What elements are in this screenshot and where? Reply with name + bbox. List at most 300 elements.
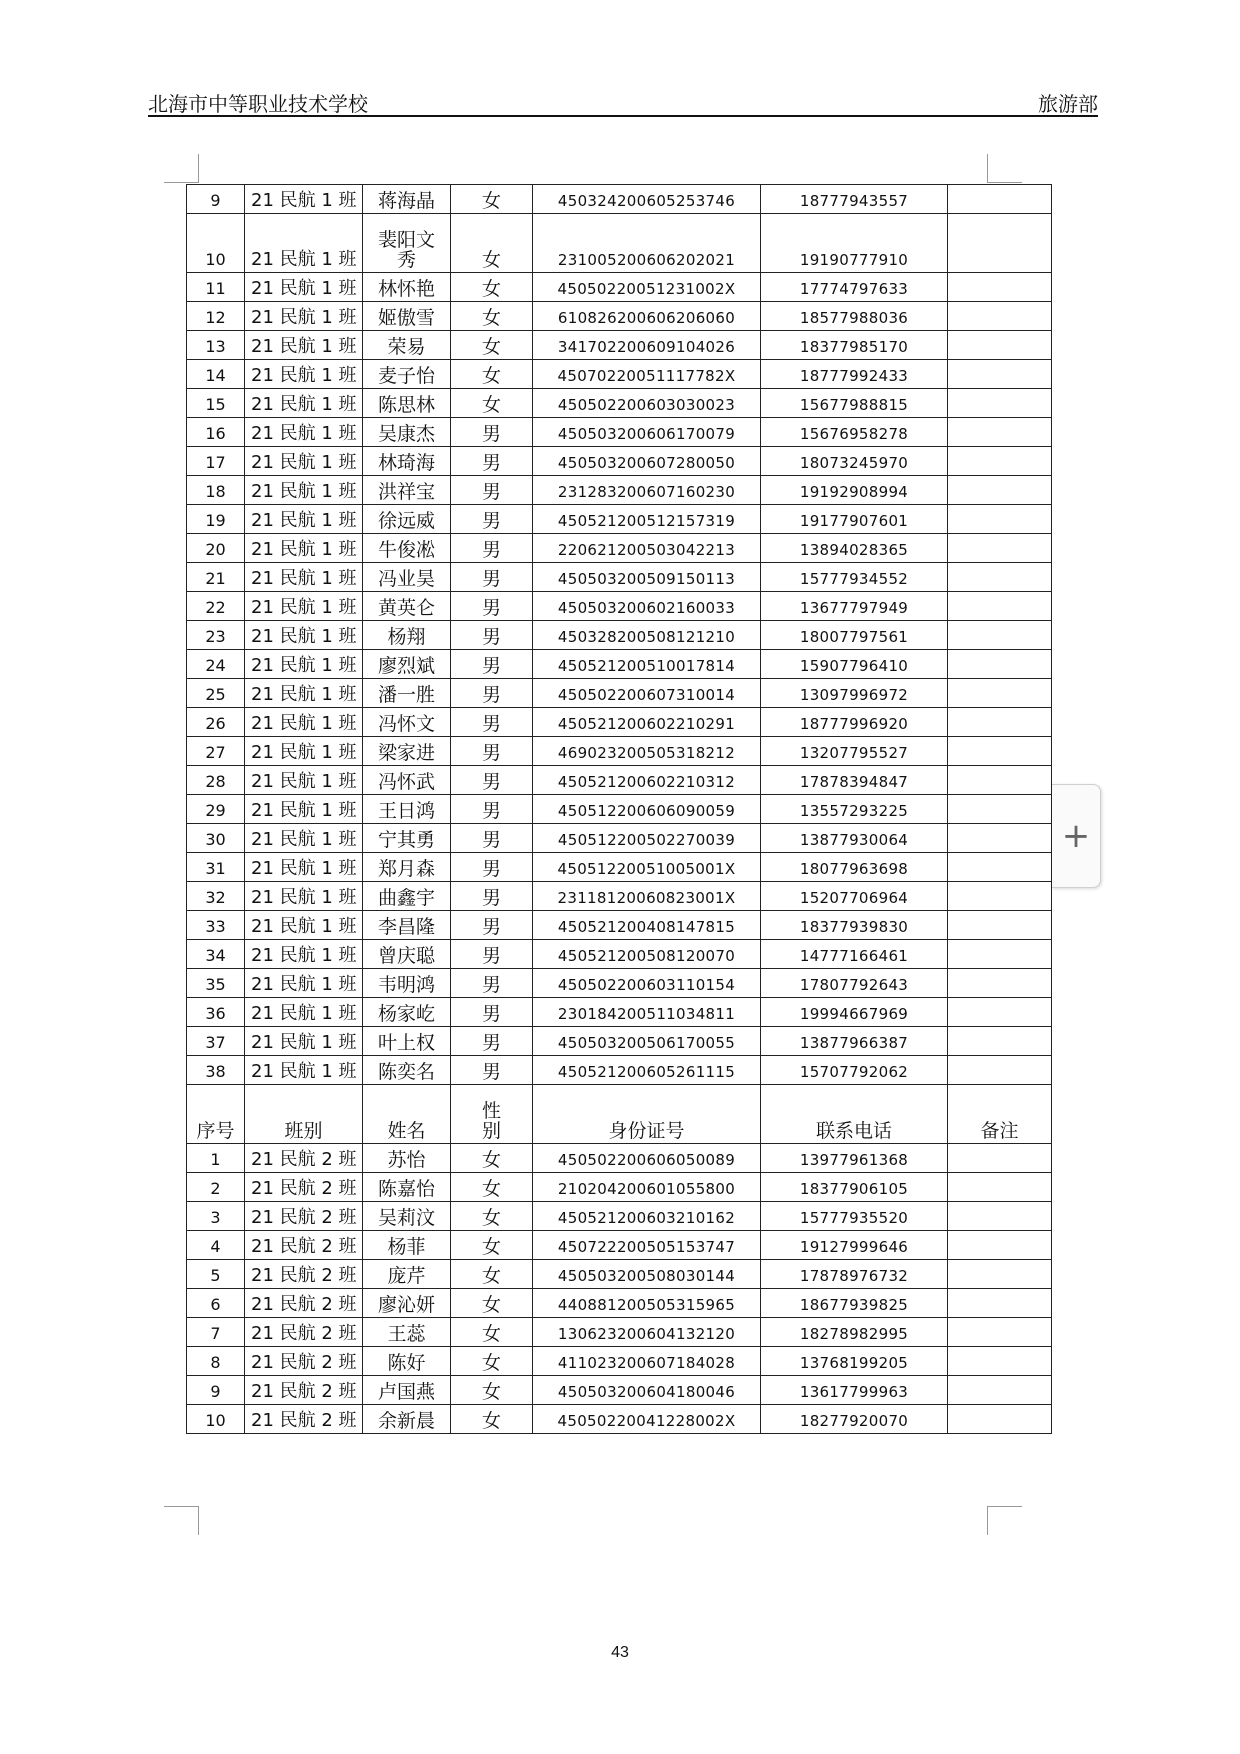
name-cell: 陈嘉怡 [363, 1173, 451, 1202]
phone-cell: 17878976732 [761, 1260, 948, 1289]
seq-cell: 29 [187, 795, 245, 824]
gender-cell: 女 [451, 1260, 533, 1289]
phone-cell: 13877930064 [761, 824, 948, 853]
gender-cell: 女 [451, 214, 533, 273]
note-cell [948, 214, 1052, 273]
seq-cell: 9 [187, 1376, 245, 1405]
note-cell [948, 1027, 1052, 1056]
phone-cell: 18277920070 [761, 1405, 948, 1434]
id-number-cell: 450502200606050089 [533, 1144, 761, 1173]
table-row [187, 563, 1052, 592]
name-cell: 庞芹 [363, 1260, 451, 1289]
seq-cell: 19 [187, 505, 245, 534]
class-cell: 21 民航 1 班 [245, 447, 363, 476]
name-cell: 牛俊凇 [363, 534, 451, 563]
name-cell: 杨翔 [363, 621, 451, 650]
name-cell: 李昌隆 [363, 911, 451, 940]
id-number-cell: 450521200408147815 [533, 911, 761, 940]
note-cell [948, 1260, 1052, 1289]
phone-cell: 13768199205 [761, 1347, 948, 1376]
class-cell: 21 民航 1 班 [245, 621, 363, 650]
seq-cell: 24 [187, 650, 245, 679]
gender-cell: 女 [451, 1231, 533, 1260]
note-cell [948, 505, 1052, 534]
table-row [187, 1376, 1052, 1405]
id-number-cell: 450521200512157319 [533, 505, 761, 534]
table-row [187, 534, 1052, 563]
note-cell [948, 737, 1052, 766]
phone-cell: 18377906105 [761, 1173, 948, 1202]
id-number-cell: 341702200609104026 [533, 331, 761, 360]
phone-cell: 13617799963 [761, 1376, 948, 1405]
phone-cell: 18677939825 [761, 1289, 948, 1318]
id-number-cell: 230184200511034811 [533, 998, 761, 1027]
table-row [187, 418, 1052, 447]
name-cell: 曲鑫宇 [363, 882, 451, 911]
table-row [187, 882, 1052, 911]
class-cell: 21 民航 1 班 [245, 302, 363, 331]
class-cell: 班别 [245, 1085, 363, 1144]
phone-cell: 13677797949 [761, 592, 948, 621]
name-cell: 郑月森 [363, 853, 451, 882]
seq-cell: 4 [187, 1231, 245, 1260]
table-row [187, 708, 1052, 737]
seq-cell: 27 [187, 737, 245, 766]
name-cell: 洪祥宝 [363, 476, 451, 505]
seq-cell: 13 [187, 331, 245, 360]
note-cell [948, 998, 1052, 1027]
phone-cell: 18377939830 [761, 911, 948, 940]
note-cell [948, 708, 1052, 737]
id-number-cell: 220621200503042213 [533, 534, 761, 563]
note-cell [948, 331, 1052, 360]
gender-cell: 女 [451, 1405, 533, 1434]
name-cell: 陈奕名 [363, 1056, 451, 1085]
id-number-cell: 450521200603210162 [533, 1202, 761, 1231]
name-cell: 姬傲雪 [363, 302, 451, 331]
table-row [187, 1173, 1052, 1202]
add-button[interactable] [1052, 784, 1101, 888]
gender-cell: 男 [451, 534, 533, 563]
note-cell [948, 447, 1052, 476]
id-number-cell: 450502200607310014 [533, 679, 761, 708]
gender-cell: 男 [451, 708, 533, 737]
name-cell: 黄英仑 [363, 592, 451, 621]
class-cell: 21 民航 1 班 [245, 592, 363, 621]
name-cell: 韦明鸿 [363, 969, 451, 998]
gender-cell: 男 [451, 679, 533, 708]
gender-cell: 女 [451, 1202, 533, 1231]
phone-cell: 19994667969 [761, 998, 948, 1027]
note-cell [948, 185, 1052, 214]
id-number-cell: 450503200508030144 [533, 1260, 761, 1289]
class-cell: 21 民航 1 班 [245, 273, 363, 302]
name-cell: 蒋海晶 [363, 185, 451, 214]
seq-cell: 18 [187, 476, 245, 505]
note-cell [948, 882, 1052, 911]
phone-cell: 19192908994 [761, 476, 948, 505]
class-cell: 21 民航 1 班 [245, 998, 363, 1027]
seq-cell: 17 [187, 447, 245, 476]
class-cell: 21 民航 1 班 [245, 1056, 363, 1085]
class-cell: 21 民航 1 班 [245, 214, 363, 273]
table-row [187, 998, 1052, 1027]
name-cell: 王日鸿 [363, 795, 451, 824]
table-row [187, 1318, 1052, 1347]
phone-cell: 13977961368 [761, 1144, 948, 1173]
id-number-cell: 440881200505315965 [533, 1289, 761, 1318]
class-cell: 21 民航 1 班 [245, 331, 363, 360]
table-row [187, 1027, 1052, 1056]
phone-cell: 15676958278 [761, 418, 948, 447]
phone-cell: 15207706964 [761, 882, 948, 911]
gender-cell: 男 [451, 882, 533, 911]
seq-cell: 1 [187, 1144, 245, 1173]
class-cell: 21 民航 2 班 [245, 1173, 363, 1202]
id-number-cell: 45050220041228002X [533, 1405, 761, 1434]
seq-cell: 26 [187, 708, 245, 737]
gender-cell: 性别 [451, 1085, 533, 1144]
gender-cell: 女 [451, 389, 533, 418]
table-row [187, 795, 1052, 824]
gender-cell: 男 [451, 650, 533, 679]
table-row [187, 853, 1052, 882]
name-cell: 徐远威 [363, 505, 451, 534]
id-number-cell: 450503200604180046 [533, 1376, 761, 1405]
note-cell [948, 795, 1052, 824]
seq-cell: 12 [187, 302, 245, 331]
phone-cell: 18007797561 [761, 621, 948, 650]
gender-cell: 男 [451, 911, 533, 940]
note-cell [948, 1144, 1052, 1173]
name-cell: 廖烈斌 [363, 650, 451, 679]
gender-cell: 男 [451, 505, 533, 534]
phone-cell: 14777166461 [761, 940, 948, 969]
id-number-cell: 130623200604132120 [533, 1318, 761, 1347]
name-cell: 余新晨 [363, 1405, 451, 1434]
id-number-cell: 231005200606202021 [533, 214, 761, 273]
seq-cell: 38 [187, 1056, 245, 1085]
class-cell: 21 民航 2 班 [245, 1231, 363, 1260]
phone-cell: 13097996972 [761, 679, 948, 708]
seq-cell: 序号 [187, 1085, 245, 1144]
gender-cell: 女 [451, 1144, 533, 1173]
crop-mark-bottom-right [987, 1506, 1022, 1535]
class-cell: 21 民航 1 班 [245, 882, 363, 911]
table-row [187, 447, 1052, 476]
plus-icon: + [1061, 816, 1091, 856]
gender-cell: 女 [451, 273, 533, 302]
class-cell: 21 民航 1 班 [245, 969, 363, 998]
crop-mark-bottom-left [164, 1506, 199, 1535]
class-cell: 21 民航 1 班 [245, 418, 363, 447]
id-number-cell: 45070220051117782X [533, 360, 761, 389]
id-number-cell: 450503200606170079 [533, 418, 761, 447]
id-number-cell: 450324200605253746 [533, 185, 761, 214]
id-number-cell: 45051220051005001X [533, 853, 761, 882]
class-cell: 21 民航 1 班 [245, 737, 363, 766]
seq-cell: 10 [187, 214, 245, 273]
gender-cell: 男 [451, 853, 533, 882]
name-cell: 宁其勇 [363, 824, 451, 853]
table-row [187, 1144, 1052, 1173]
gender-cell: 男 [451, 737, 533, 766]
gender-cell: 男 [451, 621, 533, 650]
class-cell: 21 民航 2 班 [245, 1405, 363, 1434]
seq-cell: 35 [187, 969, 245, 998]
id-number-cell: 450512200606090059 [533, 795, 761, 824]
note-cell [948, 1202, 1052, 1231]
phone-cell: 18777996920 [761, 708, 948, 737]
class-cell: 21 民航 1 班 [245, 911, 363, 940]
name-cell: 曾庆聪 [363, 940, 451, 969]
seq-cell: 21 [187, 563, 245, 592]
seq-cell: 33 [187, 911, 245, 940]
class-cell: 21 民航 2 班 [245, 1289, 363, 1318]
seq-cell: 28 [187, 766, 245, 795]
table-row [187, 214, 1052, 273]
id-number-cell: 450503200602160033 [533, 592, 761, 621]
class-cell: 21 民航 1 班 [245, 476, 363, 505]
gender-cell: 男 [451, 447, 533, 476]
class-cell: 21 民航 2 班 [245, 1144, 363, 1173]
name-cell: 王蕊 [363, 1318, 451, 1347]
gender-cell: 女 [451, 1289, 533, 1318]
note-cell [948, 853, 1052, 882]
phone-cell: 18278982995 [761, 1318, 948, 1347]
roster-body [187, 185, 1052, 1434]
seq-cell: 14 [187, 360, 245, 389]
note-cell [948, 969, 1052, 998]
name-cell: 冯怀武 [363, 766, 451, 795]
note-cell [948, 1056, 1052, 1085]
seq-cell: 20 [187, 534, 245, 563]
note-cell [948, 563, 1052, 592]
name-cell: 梁家进 [363, 737, 451, 766]
gender-cell: 女 [451, 331, 533, 360]
note-cell [948, 273, 1052, 302]
id-number-cell: 450512200502270039 [533, 824, 761, 853]
note-cell [948, 911, 1052, 940]
name-cell: 陈思林 [363, 389, 451, 418]
page-number: 43 [611, 1644, 629, 1661]
gender-cell: 男 [451, 969, 533, 998]
table-row [187, 766, 1052, 795]
department-name: 旅游部 [1038, 92, 1098, 116]
class-cell: 21 民航 1 班 [245, 360, 363, 389]
class-cell: 21 民航 1 班 [245, 940, 363, 969]
class-cell: 21 民航 1 班 [245, 563, 363, 592]
table-row [187, 1347, 1052, 1376]
name-cell: 吴康杰 [363, 418, 451, 447]
note-cell [948, 418, 1052, 447]
name-cell: 林怀艳 [363, 273, 451, 302]
note-cell [948, 1347, 1052, 1376]
gender-cell: 女 [451, 1173, 533, 1202]
seq-cell: 3 [187, 1202, 245, 1231]
class-cell: 21 民航 1 班 [245, 1027, 363, 1056]
table-row [187, 1056, 1052, 1085]
id-number-cell: 450521200605261115 [533, 1056, 761, 1085]
class-cell: 21 民航 2 班 [245, 1202, 363, 1231]
gender-cell: 女 [451, 1376, 533, 1405]
header-rule [148, 115, 1098, 117]
id-number-cell: 411023200607184028 [533, 1347, 761, 1376]
id-number-cell: 45050220051231002X [533, 273, 761, 302]
name-cell: 潘一胜 [363, 679, 451, 708]
phone-cell: 13557293225 [761, 795, 948, 824]
table-row [187, 969, 1052, 998]
seq-cell: 23 [187, 621, 245, 650]
class-cell: 21 民航 2 班 [245, 1318, 363, 1347]
seq-cell: 16 [187, 418, 245, 447]
table-row [187, 476, 1052, 505]
note-cell [948, 1173, 1052, 1202]
name-cell: 陈好 [363, 1347, 451, 1376]
id-number-cell: 450328200508121210 [533, 621, 761, 650]
name-cell: 杨家屹 [363, 998, 451, 1027]
phone-cell: 18073245970 [761, 447, 948, 476]
table-row [187, 737, 1052, 766]
gender-cell: 男 [451, 998, 533, 1027]
gender-cell: 男 [451, 940, 533, 969]
school-name: 北海市中等职业技术学校 [148, 92, 368, 116]
table-row [187, 505, 1052, 534]
phone-cell: 15907796410 [761, 650, 948, 679]
seq-cell: 30 [187, 824, 245, 853]
note-cell [948, 1405, 1052, 1434]
gender-cell: 女 [451, 360, 533, 389]
name-cell: 裴阳文秀 [363, 214, 451, 273]
name-cell: 廖沁妍 [363, 1289, 451, 1318]
table-row [187, 592, 1052, 621]
id-number-cell: 23118120060823001X [533, 882, 761, 911]
class-cell: 21 民航 1 班 [245, 650, 363, 679]
seq-cell: 15 [187, 389, 245, 418]
class-cell: 21 民航 1 班 [245, 795, 363, 824]
phone-cell: 19190777910 [761, 214, 948, 273]
seq-cell: 11 [187, 273, 245, 302]
id-number-cell: 450503200506170055 [533, 1027, 761, 1056]
phone-cell: 18777943557 [761, 185, 948, 214]
phone-cell: 17774797633 [761, 273, 948, 302]
note-cell [948, 1376, 1052, 1405]
phone-cell: 18077963698 [761, 853, 948, 882]
gender-cell: 男 [451, 1027, 533, 1056]
class-cell: 21 民航 1 班 [245, 824, 363, 853]
crop-mark-top-left [164, 154, 199, 183]
gender-cell: 女 [451, 1347, 533, 1376]
id-number-cell: 450521200508120070 [533, 940, 761, 969]
class-cell: 21 民航 2 班 [245, 1347, 363, 1376]
gender-cell: 女 [451, 1318, 533, 1347]
phone-cell: 13877966387 [761, 1027, 948, 1056]
phone-cell: 联系电话 [761, 1085, 948, 1144]
name-cell: 杨菲 [363, 1231, 451, 1260]
student-roster-table [186, 184, 1052, 1434]
class-cell: 21 民航 1 班 [245, 766, 363, 795]
table-row [187, 1231, 1052, 1260]
name-cell: 冯怀文 [363, 708, 451, 737]
seq-cell: 31 [187, 853, 245, 882]
gender-cell: 男 [451, 592, 533, 621]
table-row [187, 302, 1052, 331]
id-number-cell: 610826200606206060 [533, 302, 761, 331]
id-number-cell: 450722200505153747 [533, 1231, 761, 1260]
seq-cell: 6 [187, 1289, 245, 1318]
phone-cell: 17807792643 [761, 969, 948, 998]
seq-cell: 36 [187, 998, 245, 1027]
phone-cell: 15777935520 [761, 1202, 948, 1231]
phone-cell: 18377985170 [761, 331, 948, 360]
note-cell [948, 766, 1052, 795]
note-cell [948, 621, 1052, 650]
class-cell: 21 民航 1 班 [245, 505, 363, 534]
phone-cell: 19127999646 [761, 1231, 948, 1260]
table-row [187, 650, 1052, 679]
phone-cell: 15777934552 [761, 563, 948, 592]
note-cell [948, 650, 1052, 679]
table-row [187, 679, 1052, 708]
id-number-cell: 469023200505318212 [533, 737, 761, 766]
seq-cell: 7 [187, 1318, 245, 1347]
name-cell: 林琦海 [363, 447, 451, 476]
name-cell: 麦子怡 [363, 360, 451, 389]
gender-cell: 男 [451, 476, 533, 505]
seq-cell: 8 [187, 1347, 245, 1376]
note-cell [948, 592, 1052, 621]
seq-cell: 22 [187, 592, 245, 621]
name-cell: 苏怡 [363, 1144, 451, 1173]
table-row [187, 331, 1052, 360]
note-cell [948, 1318, 1052, 1347]
phone-cell: 15707792062 [761, 1056, 948, 1085]
seq-cell: 37 [187, 1027, 245, 1056]
note-cell [948, 1231, 1052, 1260]
name-cell: 卢国燕 [363, 1376, 451, 1405]
id-number-cell: 450521200510017814 [533, 650, 761, 679]
gender-cell: 男 [451, 563, 533, 592]
class-cell: 21 民航 2 班 [245, 1376, 363, 1405]
note-cell [948, 476, 1052, 505]
gender-cell: 男 [451, 418, 533, 447]
id-number-cell: 450521200602210291 [533, 708, 761, 737]
note-cell [948, 824, 1052, 853]
seq-cell: 25 [187, 679, 245, 708]
name-cell: 姓名 [363, 1085, 451, 1144]
id-number-cell: 450502200603030023 [533, 389, 761, 418]
class-cell: 21 民航 1 班 [245, 679, 363, 708]
id-number-cell: 450521200602210312 [533, 766, 761, 795]
phone-cell: 13894028365 [761, 534, 948, 563]
note-cell [948, 1289, 1052, 1318]
id-number-cell: 231283200607160230 [533, 476, 761, 505]
table-row [187, 621, 1052, 650]
name-cell: 荣易 [363, 331, 451, 360]
name-cell: 吴莉汶 [363, 1202, 451, 1231]
gender-cell: 男 [451, 766, 533, 795]
gender-cell: 男 [451, 1056, 533, 1085]
note-cell [948, 679, 1052, 708]
note-cell [948, 302, 1052, 331]
id-number-cell: 450503200607280050 [533, 447, 761, 476]
id-number-cell: 210204200601055800 [533, 1173, 761, 1202]
class-cell: 21 民航 1 班 [245, 389, 363, 418]
table-row [187, 1202, 1052, 1231]
table-row [187, 940, 1052, 969]
class-cell: 21 民航 1 班 [245, 185, 363, 214]
id-number-cell: 450503200509150113 [533, 563, 761, 592]
